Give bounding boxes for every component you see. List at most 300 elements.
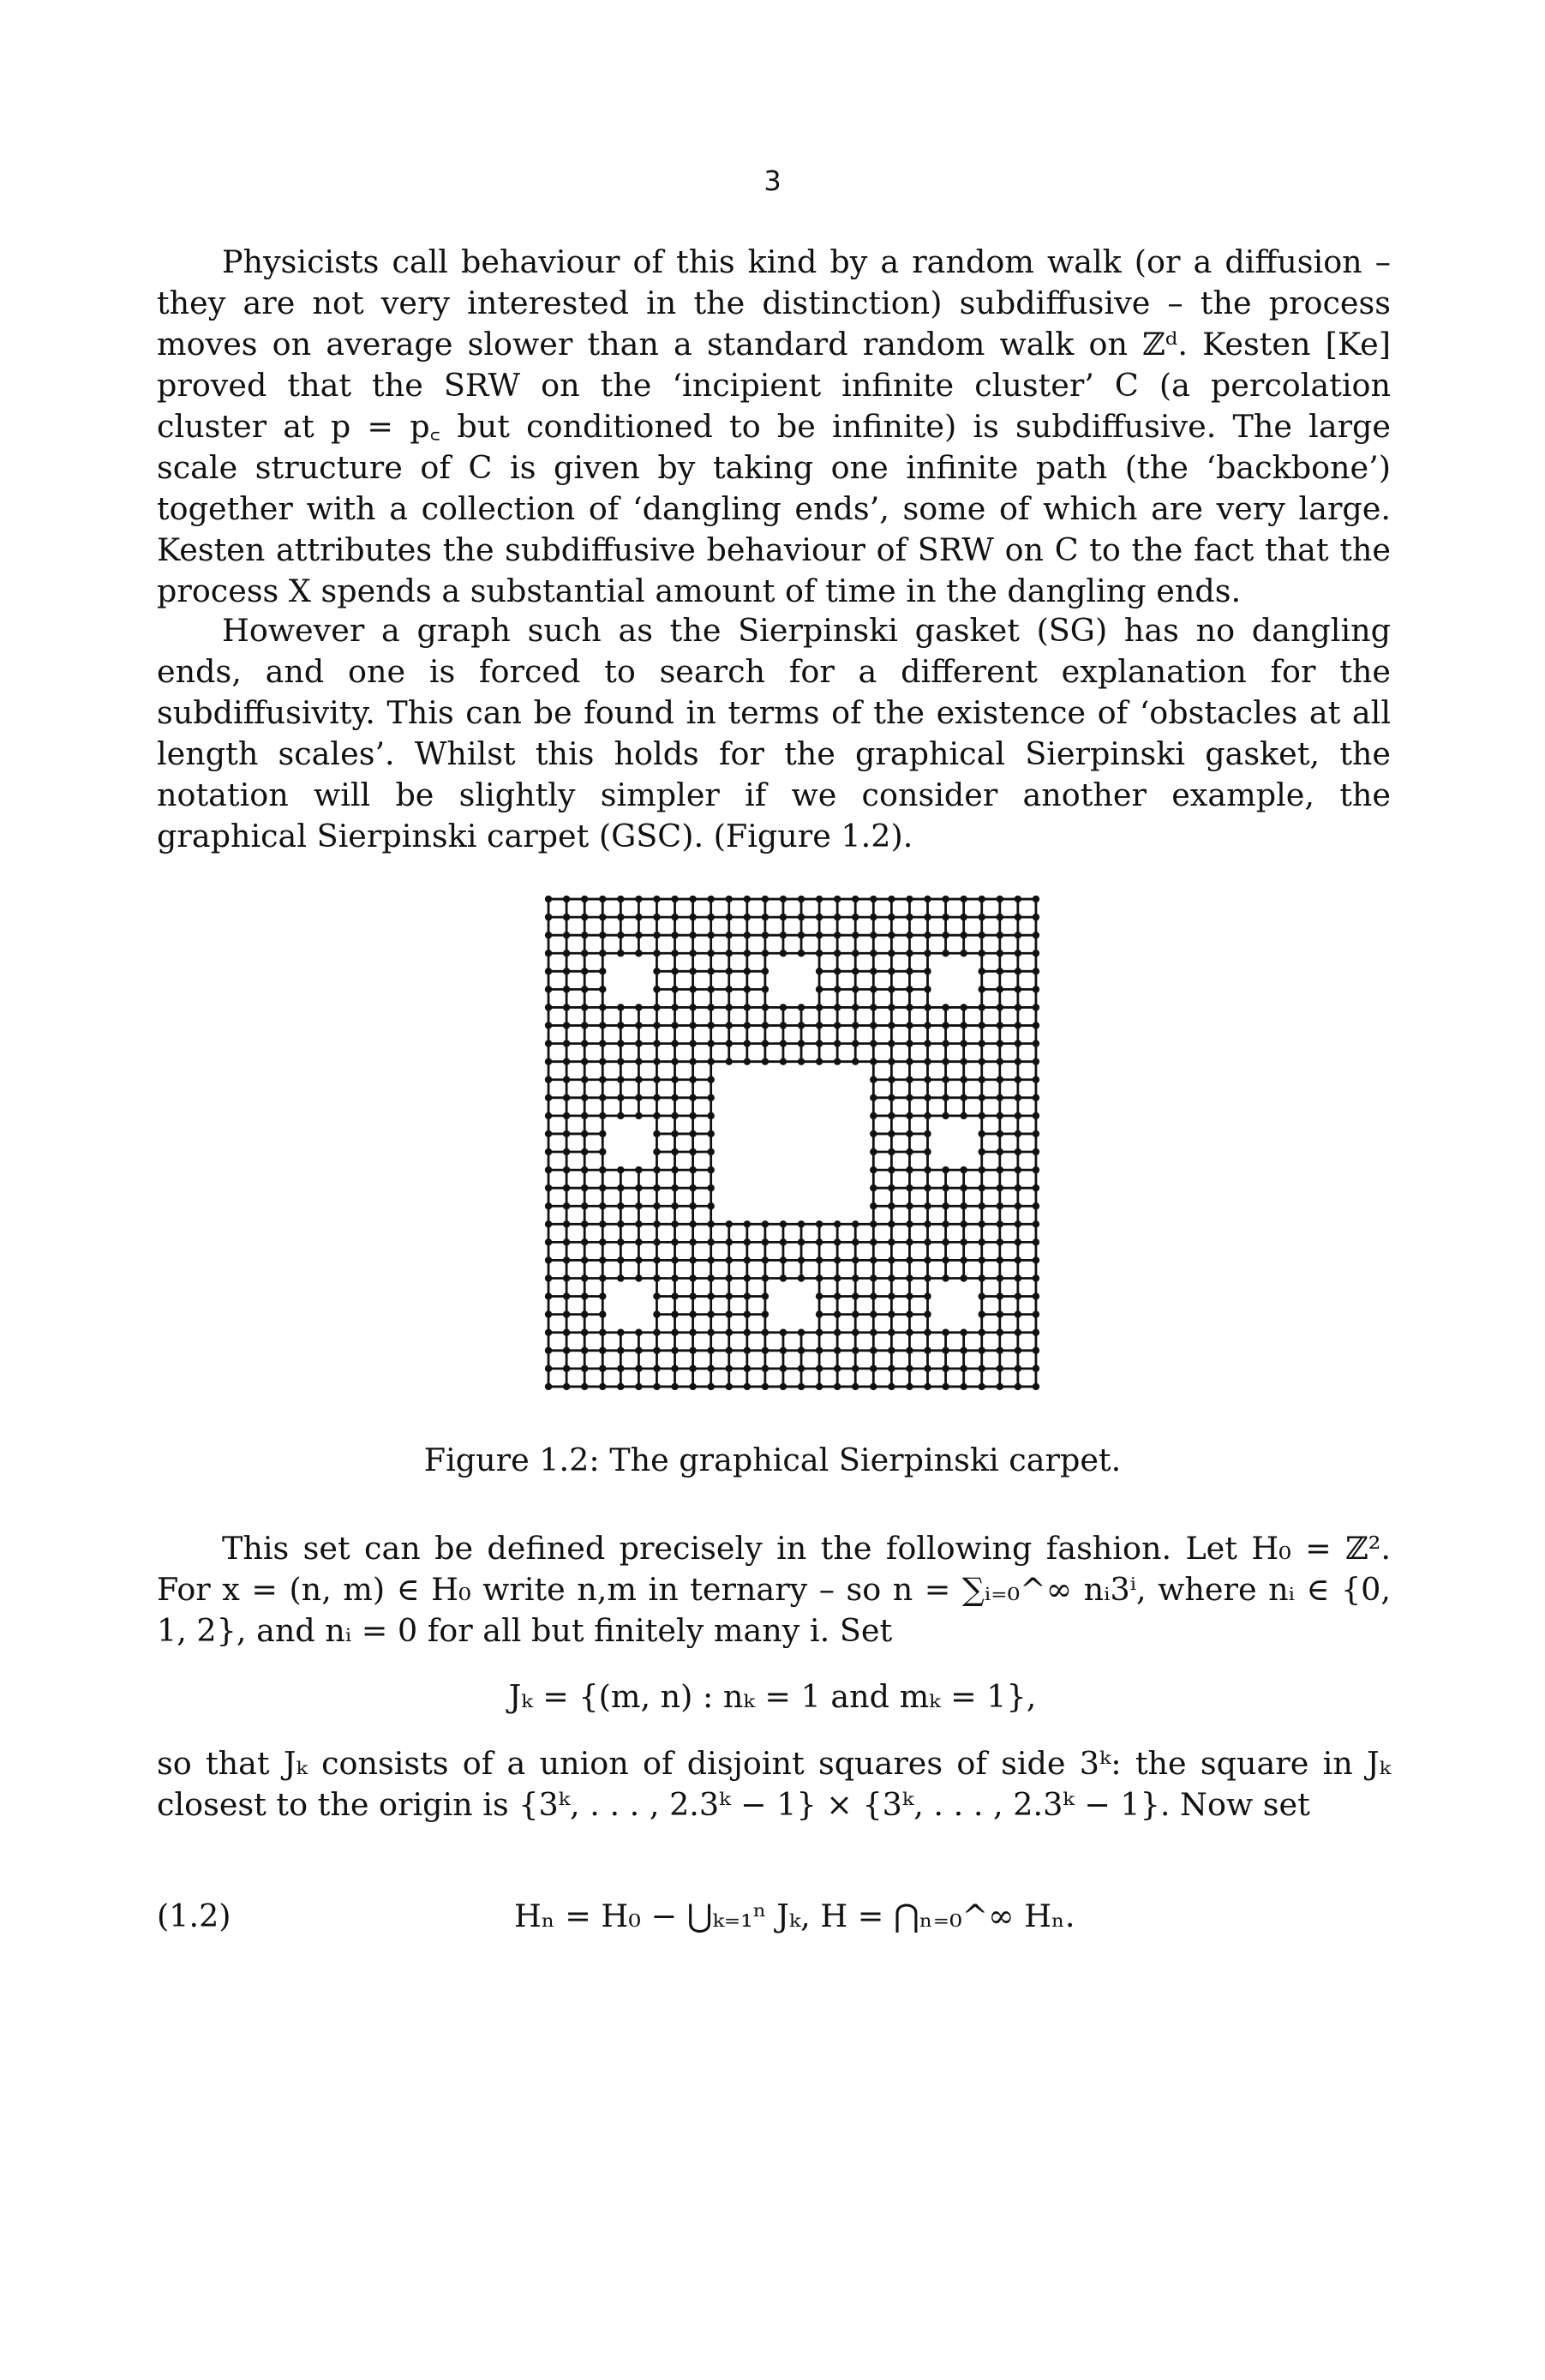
carpet-vertex xyxy=(942,1256,949,1263)
carpet-vertex xyxy=(617,1365,624,1372)
carpet-vertex xyxy=(1015,1184,1021,1191)
carpet-vertex xyxy=(906,932,913,938)
carpet-vertex xyxy=(653,1329,660,1336)
equation-hn: Hₙ = H₀ − ⋃ₖ₌₁ⁿ Jₖ, H = ⋂ₙ₌₀^∞ Hₙ. xyxy=(514,1897,1075,1934)
carpet-vertex xyxy=(924,1040,931,1046)
carpet-vertex xyxy=(780,1040,787,1046)
carpet-vertex xyxy=(888,1058,895,1064)
carpet-vertex xyxy=(599,1094,606,1101)
carpet-vertex xyxy=(563,1022,570,1028)
carpet-vertex xyxy=(762,1329,769,1336)
carpet-vertex xyxy=(852,1256,859,1263)
carpet-vertex xyxy=(1015,1202,1021,1209)
carpet-vertex xyxy=(545,950,552,956)
carpet-vertex xyxy=(653,1365,660,1372)
carpet-vertex xyxy=(870,1130,877,1137)
carpet-vertex xyxy=(653,1238,660,1245)
carpet-vertex xyxy=(545,1238,552,1245)
carpet-vertex xyxy=(942,1329,949,1336)
carpet-vertex xyxy=(707,1184,714,1191)
carpet-vertex xyxy=(997,1292,1003,1299)
carpet-vertex xyxy=(744,1238,751,1245)
carpet-vertex xyxy=(780,1347,787,1354)
carpet-vertex xyxy=(960,1058,967,1064)
carpet-vertex xyxy=(581,1202,588,1209)
carpet-vertex xyxy=(635,1022,642,1028)
carpet-vertex xyxy=(599,1256,606,1263)
carpet-vertex xyxy=(671,1347,678,1354)
carpet-vertex xyxy=(707,1347,714,1354)
carpet-vertex xyxy=(1033,1383,1039,1390)
carpet-vertex xyxy=(924,1076,931,1083)
carpet-vertex xyxy=(834,1347,841,1354)
carpet-vertex xyxy=(726,1004,733,1010)
carpet-vertex xyxy=(707,1238,714,1245)
carpet-vertex xyxy=(762,914,769,920)
carpet-vertex xyxy=(870,1184,877,1191)
carpet-vertex xyxy=(563,1040,570,1046)
carpet-vertex xyxy=(599,986,606,992)
carpet-vertex xyxy=(979,1329,985,1336)
carpet-vertex xyxy=(979,1347,985,1354)
carpet-vertex xyxy=(834,1022,841,1028)
carpet-vertex xyxy=(979,1058,985,1064)
carpet-vertex xyxy=(689,1310,696,1317)
carpet-vertex xyxy=(870,1022,877,1028)
carpet-vertex xyxy=(888,1383,895,1390)
carpet-vertex xyxy=(707,932,714,938)
paragraph-squares: so that Jₖ consists of a union of disjoint squares of side 3ᵏ: the square in Jₖ closest to the origin is {3ᵏ, . . . , 2.3ᵏ − 1} × {3ᵏ, . . . , 2.3ᵏ − 1}. Now set xyxy=(157,1745,1391,1823)
carpet-vertex xyxy=(689,1004,696,1010)
carpet-vertex xyxy=(816,1238,823,1245)
carpet-vertex xyxy=(581,1310,588,1317)
carpet-vertex xyxy=(979,1238,985,1245)
carpet-vertex xyxy=(744,896,751,902)
carpet-vertex xyxy=(979,914,985,920)
carpet-vertex xyxy=(780,1329,787,1336)
carpet-vertex xyxy=(960,1256,967,1263)
carpet-vertex xyxy=(870,986,877,992)
carpet-vertex xyxy=(942,1365,949,1372)
carpet-vertex xyxy=(979,1292,985,1299)
carpet-vertex xyxy=(581,1292,588,1299)
carpet-vertex xyxy=(545,1383,552,1390)
carpet-vertex xyxy=(1033,1004,1039,1010)
carpet-vertex xyxy=(671,896,678,902)
carpet-vertex xyxy=(798,896,805,902)
carpet-vertex xyxy=(942,1022,949,1028)
carpet-vertex xyxy=(870,1094,877,1101)
carpet-vertex xyxy=(545,986,552,992)
carpet-vertex xyxy=(834,1383,841,1390)
carpet-vertex xyxy=(780,1238,787,1245)
carpet-vertex xyxy=(671,1040,678,1046)
carpet-vertex xyxy=(888,1148,895,1155)
carpet-vertex xyxy=(1033,1112,1039,1119)
carpet-vertex xyxy=(744,1058,751,1064)
carpet-vertex xyxy=(744,1220,751,1227)
carpet-vertex xyxy=(997,1058,1003,1064)
carpet-vertex xyxy=(599,932,606,938)
carpet-vertex xyxy=(906,1094,913,1101)
carpet-vertex xyxy=(798,1040,805,1046)
carpet-vertex xyxy=(960,1220,967,1227)
carpet-vertex xyxy=(599,1292,606,1299)
carpet-vertex xyxy=(798,1274,805,1281)
carpet-vertex xyxy=(852,1220,859,1227)
carpet-vertex xyxy=(1033,1202,1039,1209)
carpet-vertex xyxy=(870,1238,877,1245)
carpet-vertex xyxy=(581,1220,588,1227)
carpet-vertex xyxy=(979,1004,985,1010)
carpet-vertex xyxy=(888,1365,895,1372)
carpet-vertex xyxy=(1033,1292,1039,1299)
carpet-vertex xyxy=(707,1383,714,1390)
carpet-vertex xyxy=(635,1004,642,1010)
carpet-vertex xyxy=(888,1274,895,1281)
carpet-vertex xyxy=(1033,1076,1039,1083)
carpet-vertex xyxy=(689,986,696,992)
carpet-vertex xyxy=(581,1148,588,1155)
carpet-vertex xyxy=(1015,896,1021,902)
carpet-vertex xyxy=(671,1076,678,1083)
carpet-vertex xyxy=(617,1094,624,1101)
carpet-vertex xyxy=(707,1292,714,1299)
carpet-vertex xyxy=(581,1184,588,1191)
carpet-vertex xyxy=(834,1004,841,1010)
carpet-vertex xyxy=(870,1256,877,1263)
carpet-vertex xyxy=(617,1383,624,1390)
carpet-vertex xyxy=(1033,1148,1039,1155)
carpet-vertex xyxy=(942,1202,949,1209)
carpet-vertex xyxy=(924,1365,931,1372)
carpet-vertex xyxy=(1015,1094,1021,1101)
carpet-vertex xyxy=(1033,986,1039,992)
carpet-vertex xyxy=(798,1383,805,1390)
carpet-vertex xyxy=(924,950,931,956)
carpet-vertex xyxy=(635,914,642,920)
carpet-vertex xyxy=(1033,1347,1039,1354)
carpet-vertex xyxy=(888,1292,895,1299)
carpet-vertex xyxy=(617,1329,624,1336)
carpet-vertex xyxy=(707,1166,714,1173)
carpet-vertex xyxy=(744,986,751,992)
carpet-vertex xyxy=(870,932,877,938)
carpet-vertex xyxy=(1015,1220,1021,1227)
carpet-vertex xyxy=(726,1220,733,1227)
carpet-vertex xyxy=(870,1347,877,1354)
carpet-vertex xyxy=(563,1202,570,1209)
carpet-vertex xyxy=(960,914,967,920)
carpet-vertex xyxy=(726,896,733,902)
carpet-vertex xyxy=(617,932,624,938)
carpet-vertex xyxy=(870,1383,877,1390)
carpet-vertex xyxy=(888,1256,895,1263)
carpet-vertex xyxy=(834,968,841,974)
carpet-vertex xyxy=(942,1347,949,1354)
carpet-vertex xyxy=(762,1310,769,1317)
carpet-vertex xyxy=(942,1220,949,1227)
carpet-vertex xyxy=(617,1238,624,1245)
carpet-vertex xyxy=(997,914,1003,920)
carpet-vertex xyxy=(635,1112,642,1119)
carpet-vertex xyxy=(653,914,660,920)
carpet-vertex xyxy=(744,1292,751,1299)
carpet-vertex xyxy=(924,1130,931,1137)
carpet-vertex xyxy=(744,1040,751,1046)
carpet-vertex xyxy=(979,1112,985,1119)
carpet-vertex xyxy=(653,1256,660,1263)
carpet-vertex xyxy=(653,1184,660,1191)
carpet-vertex xyxy=(816,950,823,956)
carpet-vertex xyxy=(653,1148,660,1155)
carpet-vertex xyxy=(653,950,660,956)
carpet-vertex xyxy=(653,1274,660,1281)
carpet-vertex xyxy=(635,1274,642,1281)
carpet-vertex xyxy=(762,950,769,956)
carpet-vertex xyxy=(979,1130,985,1137)
carpet-vertex xyxy=(726,986,733,992)
carpet-vertex xyxy=(888,1310,895,1317)
carpet-vertex xyxy=(707,1130,714,1137)
carpet-vertex xyxy=(924,986,931,992)
carpet-vertex xyxy=(924,1220,931,1227)
carpet-vertex xyxy=(707,986,714,992)
carpet-vertex xyxy=(744,1256,751,1263)
figure-caption: Figure 1.2: The graphical Sierpinski carpet. xyxy=(423,1442,1122,1478)
carpet-vertex xyxy=(599,1112,606,1119)
carpet-vertex xyxy=(762,1365,769,1372)
carpet-vertex xyxy=(979,1365,985,1372)
carpet-vertex xyxy=(671,1166,678,1173)
carpet-vertex xyxy=(545,1112,552,1119)
carpet-vertex xyxy=(1015,950,1021,956)
carpet-vertex xyxy=(599,896,606,902)
carpet-vertex xyxy=(617,1274,624,1281)
carpet-vertex xyxy=(545,1274,552,1281)
carpet-vertex xyxy=(563,1148,570,1155)
carpet-vertex xyxy=(942,1004,949,1010)
carpet-vertex xyxy=(617,1202,624,1209)
carpet-vertex xyxy=(997,1310,1003,1317)
carpet-vertex xyxy=(563,1220,570,1227)
carpet-vertex xyxy=(689,896,696,902)
carpet-vertex xyxy=(762,1004,769,1010)
carpet-vertex xyxy=(780,1220,787,1227)
carpet-vertex xyxy=(726,1310,733,1317)
carpet-vertex xyxy=(563,932,570,938)
carpet-vertex xyxy=(689,1202,696,1209)
carpet-vertex xyxy=(960,1112,967,1119)
carpet-vertex xyxy=(816,1292,823,1299)
carpet-vertex xyxy=(581,1094,588,1101)
carpet-vertex xyxy=(888,968,895,974)
carpet-vertex xyxy=(834,986,841,992)
carpet-vertex xyxy=(888,1130,895,1137)
carpet-vertex xyxy=(689,1076,696,1083)
carpet-vertex xyxy=(1015,1166,1021,1173)
carpet-vertex xyxy=(997,1112,1003,1119)
carpet-vertex xyxy=(1033,1256,1039,1263)
carpet-vertex xyxy=(960,1274,967,1281)
carpet-vertex xyxy=(997,1238,1003,1245)
carpet-vertex xyxy=(707,1256,714,1263)
carpet-vertex xyxy=(888,950,895,956)
carpet-vertex xyxy=(997,1004,1003,1010)
carpet-vertex xyxy=(653,932,660,938)
carpet-vertex xyxy=(1033,896,1039,902)
carpet-vertex xyxy=(653,1166,660,1173)
carpet-vertex xyxy=(671,1383,678,1390)
carpet-vertex xyxy=(635,1256,642,1263)
carpet-vertex xyxy=(671,968,678,974)
carpet-vertex xyxy=(888,1112,895,1119)
carpet-vertex xyxy=(960,1184,967,1191)
carpet-vertex xyxy=(599,1166,606,1173)
carpet-vertex xyxy=(671,932,678,938)
carpet-vertex xyxy=(997,1094,1003,1101)
carpet-vertex xyxy=(906,914,913,920)
carpet-vertex xyxy=(979,968,985,974)
carpet-vertex xyxy=(924,1202,931,1209)
carpet-vertex xyxy=(924,1058,931,1064)
carpet-vertex xyxy=(653,1058,660,1064)
carpet-vertex xyxy=(1015,1310,1021,1317)
carpet-vertex xyxy=(1015,1383,1021,1390)
carpet-vertex xyxy=(816,932,823,938)
carpet-vertex xyxy=(997,896,1003,902)
carpet-vertex xyxy=(816,1220,823,1227)
carpet-vertex xyxy=(834,1220,841,1227)
carpet-vertex xyxy=(671,950,678,956)
carpet-vertex xyxy=(906,1184,913,1191)
carpet-vertex xyxy=(563,1130,570,1137)
carpet-vertex xyxy=(780,896,787,902)
carpet-vertex xyxy=(707,1040,714,1046)
carpet-vertex xyxy=(979,1094,985,1101)
carpet-vertex xyxy=(563,896,570,902)
carpet-vertex xyxy=(942,932,949,938)
carpet-vertex xyxy=(870,1004,877,1010)
carpet-vertex xyxy=(906,1256,913,1263)
carpet-vertex xyxy=(924,1166,931,1173)
carpet-vertex xyxy=(617,1166,624,1173)
carpet-vertex xyxy=(997,950,1003,956)
carpet-vertex xyxy=(707,914,714,920)
carpet-vertex xyxy=(744,1347,751,1354)
carpet-vertex xyxy=(744,968,751,974)
carpet-vertex xyxy=(852,896,859,902)
carpet-vertex xyxy=(744,1022,751,1028)
carpet-vertex xyxy=(888,1329,895,1336)
carpet-vertex xyxy=(834,914,841,920)
carpet-vertex xyxy=(798,1220,805,1227)
carpet-vertex xyxy=(635,1365,642,1372)
carpet-vertex xyxy=(816,1365,823,1372)
carpet-vertex xyxy=(744,1329,751,1336)
carpet-vertex xyxy=(563,1347,570,1354)
carpet-vertex xyxy=(635,1058,642,1064)
carpet-vertex xyxy=(942,1058,949,1064)
carpet-vertex xyxy=(617,1184,624,1191)
carpet-vertex xyxy=(563,1184,570,1191)
carpet-vertex xyxy=(1033,1220,1039,1227)
carpet-vertex xyxy=(689,1184,696,1191)
carpet-vertex xyxy=(888,896,895,902)
carpet-vertex xyxy=(581,1058,588,1064)
carpet-vertex xyxy=(581,1365,588,1372)
carpet-vertex xyxy=(997,1274,1003,1281)
carpet-vertex xyxy=(599,1130,606,1137)
equation-number: (1.2) xyxy=(157,1897,231,1934)
carpet-vertex xyxy=(979,986,985,992)
carpet-vertex xyxy=(545,1022,552,1028)
carpet-vertex xyxy=(852,1004,859,1010)
carpet-vertex xyxy=(689,1383,696,1390)
carpet-vertex xyxy=(707,1329,714,1336)
carpet-vertex xyxy=(780,1274,787,1281)
carpet-vertex xyxy=(888,914,895,920)
carpet-vertex xyxy=(563,1329,570,1336)
carpet-vertex xyxy=(1033,1058,1039,1064)
carpet-vertex xyxy=(888,1166,895,1173)
carpet-vertex xyxy=(870,1148,877,1155)
carpet-vertex xyxy=(924,1310,931,1317)
carpet-vertex xyxy=(997,1329,1003,1336)
carpet-vertex xyxy=(1015,1076,1021,1083)
carpet-vertex xyxy=(581,1076,588,1083)
carpet-vertex xyxy=(834,896,841,902)
carpet-vertex xyxy=(906,1347,913,1354)
carpet-vertex xyxy=(617,1058,624,1064)
carpet-vertex xyxy=(852,1274,859,1281)
carpet-vertex xyxy=(906,1329,913,1336)
carpet-vertex xyxy=(816,1040,823,1046)
carpet-vertex xyxy=(816,1310,823,1317)
carpet-vertex xyxy=(798,1329,805,1336)
carpet-vertex xyxy=(924,968,931,974)
carpet-vertex xyxy=(1015,1347,1021,1354)
carpet-vertex xyxy=(689,1238,696,1245)
carpet-vertex xyxy=(726,1329,733,1336)
carpet-vertex xyxy=(834,1292,841,1299)
carpet-vertex xyxy=(960,1004,967,1010)
carpet-vertex xyxy=(671,1220,678,1227)
carpet-vertex xyxy=(798,1238,805,1245)
carpet-vertex xyxy=(1015,1292,1021,1299)
carpet-vertex xyxy=(1033,1274,1039,1281)
carpet-vertex xyxy=(545,1292,552,1299)
carpet-vertex xyxy=(924,1274,931,1281)
carpet-vertex xyxy=(852,1238,859,1245)
carpet-vertex xyxy=(617,896,624,902)
carpet-vertex xyxy=(942,1166,949,1173)
carpet-vertex xyxy=(997,986,1003,992)
carpet-vertex xyxy=(960,1094,967,1101)
carpet-vertex xyxy=(635,1347,642,1354)
carpet-vertex xyxy=(653,1202,660,1209)
carpet-vertex xyxy=(852,932,859,938)
carpet-vertex xyxy=(997,1220,1003,1227)
carpet-vertex xyxy=(960,1166,967,1173)
carpet-vertex xyxy=(870,1040,877,1046)
carpet-vertex xyxy=(545,1202,552,1209)
carpet-vertex xyxy=(707,968,714,974)
carpet-vertex xyxy=(888,1076,895,1083)
carpet-vertex xyxy=(689,914,696,920)
carpet-vertex xyxy=(545,1184,552,1191)
carpet-vertex xyxy=(906,1058,913,1064)
